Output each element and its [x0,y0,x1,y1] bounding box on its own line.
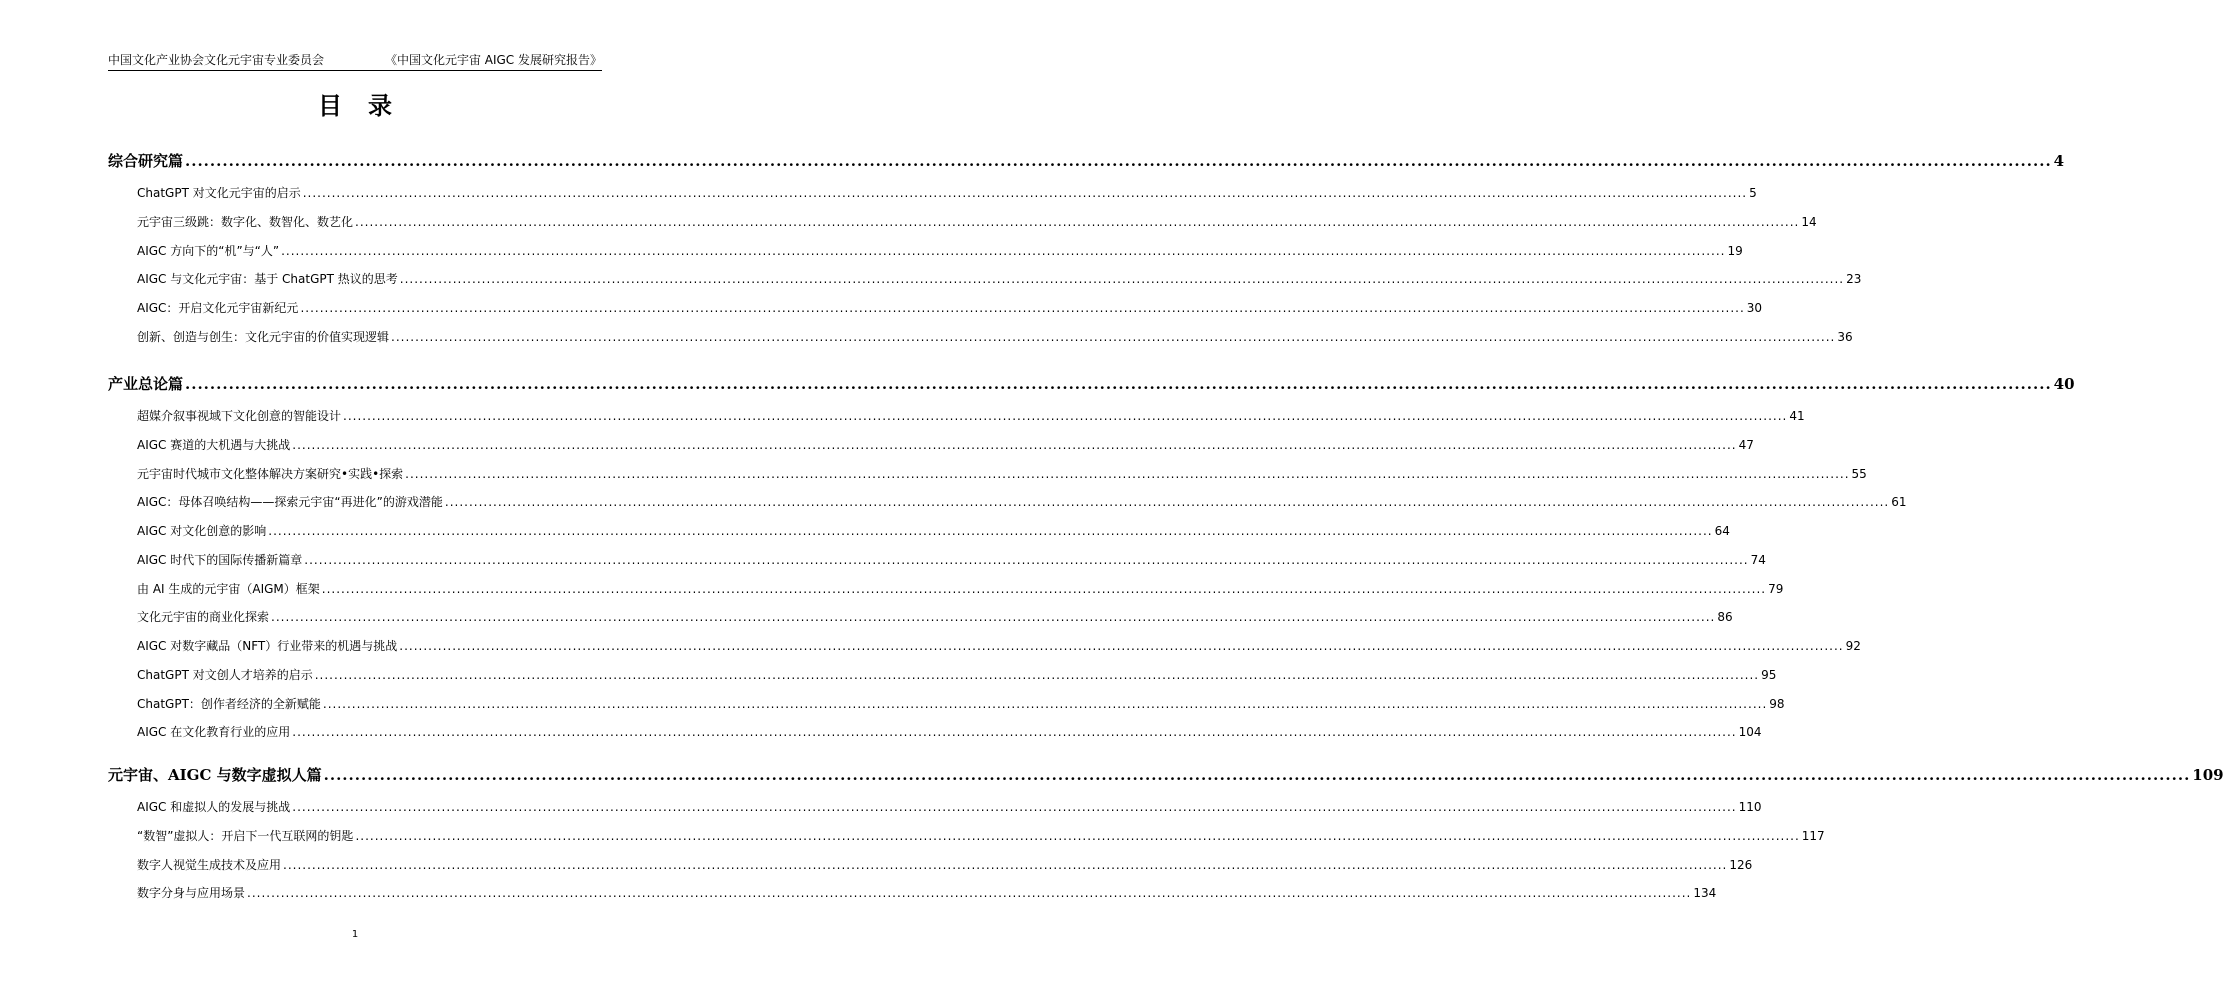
toc-leader-dots: ............................................................................................................................................................................................................................................................................................................ [322,696,1768,711]
toc-entry[interactable] [137,884,1717,901]
toc-entry-page: 61 [1891,495,1907,510]
toc-entry-page: 126 [1729,857,1753,872]
toc-section-title: 产业总论篇 [108,375,184,393]
toc-leader-dots: ............................................................................................................................................................................................................................................................................................................ [292,800,1737,814]
toc-entry[interactable] [137,637,1861,654]
toc-entry-title: AIGC：母体召唤结构——探索元宇宙“再进化”的游戏潜能 [137,495,443,510]
toc-entry-page: 74 [1750,552,1766,567]
page-header [108,52,602,68]
toc-entry[interactable] [137,798,1762,815]
toc-entry-page: 41 [1789,409,1805,423]
toc-entry[interactable] [137,827,1825,844]
page-number: 1 [351,929,359,940]
toc-entry[interactable] [137,270,1862,287]
toc-entry-page: 14 [1801,214,1817,229]
toc-entry-page: 95 [1761,667,1777,682]
toc-leader-dots: ............................................................................................................................................................................................................................................................................................................ [355,828,1800,843]
toc-entry[interactable] [137,242,1743,259]
toc-entry-title: 数字人视觉生成技术及应用 [137,857,282,872]
toc-section-heading[interactable] [108,373,2075,394]
toc-leader-dots: ............................................................................................................................................................................................................................................................................................................ [314,667,1760,682]
toc-entry-title: 创新、创造与创生：文化元宇宙的价值实现逻辑 [137,329,390,344]
toc-leader-dots: ............................................................................................................................................................................................................................................................................................................ [268,524,1713,538]
toc-entry-page: 36 [1837,329,1853,344]
header-left-text: 中国文化产业协会文化元宇宙专业委员会 [108,53,325,67]
toc-entry[interactable] [137,522,1730,539]
toc-section-heading[interactable] [108,150,2065,171]
toc-entry-title: AIGC 方向下的“机”与“人” [137,243,280,258]
toc-leader-dots: ............................................................................................................................................................................................................................................................................................................ [302,186,1748,200]
toc-entry-page: 86 [1717,610,1733,625]
toc-leader-dots: ............................................................................................................................................................................................................................................................................................................ [391,329,1836,344]
toc-entry-title: AIGC 在文化教育行业的应用 [137,725,291,740]
toc-entry-page: 5 [1749,186,1757,200]
toc-leader-dots: ............................................................................................................................................................................................................................................................................................................ [355,214,1800,229]
toc-entry-title: 超媒介叙事视域下文化创意的智能设计 [137,409,342,423]
toc-leader-dots: ............................................................................................................................................................................................................................................................................................................ [292,437,1737,452]
toc-entry-page: 98 [1769,696,1785,711]
toc-title: 目录 [318,91,418,120]
toc-entry[interactable] [137,299,1763,316]
toc-entry-title: AIGC 与文化元宇宙：基于 ChatGPT 热议的思考 [137,272,398,287]
toc-section-page: 4 [2053,152,2065,170]
toc-section-page: 40 [2053,375,2075,393]
toc-entry-page: 134 [1693,886,1717,901]
toc-entry[interactable] [137,407,1805,424]
toc-leader-dots: ............................................................................................................................................................................................................................................................................................................ [444,495,1890,510]
toc-leader-dots: ............................................................................................................................................................................................................................................................................................................ [185,375,2052,393]
toc-entry-title: AIGC 时代下的国际传播新篇章 [137,552,303,567]
toc-entry[interactable] [137,608,1733,625]
toc-leader-dots: ............................................................................................................................................................................................................................................................................................................ [271,610,1716,625]
toc-entry-title: AIGC 对文化创意的影响 [137,524,267,538]
toc-entry-page: 64 [1714,524,1730,538]
toc-entry-page: 30 [1746,301,1763,315]
toc-entry[interactable] [137,493,1907,510]
toc-entry-title: 由 AI 生成的元宇宙（AIGM）框架 [137,581,320,596]
toc-leader-dots: ............................................................................................................................................................................................................................................................................................................ [247,886,1692,901]
toc-entry-page: 19 [1727,243,1743,258]
toc-entry-title: AIGC 赛道的大机遇与大挑战 [137,437,291,452]
toc-entry[interactable] [137,328,1853,345]
toc-entry-page: 23 [1846,272,1862,287]
toc-entry-title: AIGC 和虚拟人的发展与挑战 [137,800,291,814]
toc-entry-title: ChatGPT：创作者经济的全新赋能 [137,696,321,711]
toc-entry-title: 元宇宙三级跳：数字化、数智化、数艺化 [137,214,354,229]
toc-leader-dots: ............................................................................................................................................................................................................................................................................................................ [323,766,2191,784]
toc-entry[interactable] [137,695,1785,712]
toc-entry[interactable] [137,465,1867,482]
toc-entry-page: 79 [1768,581,1784,596]
toc-entry-page: 92 [1845,639,1861,653]
toc-entry[interactable] [137,856,1753,873]
toc-section-page: 109 [2192,766,2224,784]
toc-leader-dots: ............................................................................................................................................................................................................................................................................................................ [300,301,1745,315]
toc-entry[interactable] [137,436,1754,453]
toc-section-heading[interactable] [108,764,2224,785]
toc-leader-dots: ............................................................................................................................................................................................................................................................................................................ [399,272,1845,287]
toc-entry-page: 55 [1851,466,1867,481]
toc-leader-dots: ............................................................................................................................................................................................................................................................................................................ [185,152,2052,170]
toc-entry-title: ChatGPT 对文化元宇宙的启示 [137,186,301,200]
toc-entry-page: 110 [1738,800,1762,814]
toc-entry-page: 117 [1801,828,1825,843]
toc-leader-dots: ............................................................................................................................................................................................................................................................................................................ [321,581,1767,596]
toc-leader-dots: ............................................................................................................................................................................................................................................................................................................ [292,725,1737,740]
toc-entry-title: 数字分身与应用场景 [137,886,246,901]
toc-entry[interactable] [137,580,1784,597]
toc-entry[interactable] [137,184,1757,201]
toc-entry-title: AIGC：开启文化元宇宙新纪元 [137,301,299,315]
toc-leader-dots: ............................................................................................................................................................................................................................................................................................................ [304,552,1749,567]
toc-entry[interactable] [137,666,1777,683]
toc-entry-title: 元宇宙时代城市文化整体解决方案研究•实践•探索 [137,466,404,481]
toc-entry[interactable] [137,213,1817,230]
toc-entry-title: AIGC 对数字藏品（NFT）行业带来的机遇与挑战 [137,639,398,653]
toc-leader-dots: ............................................................................................................................................................................................................................................................................................................ [405,466,1850,481]
header-right-text: 《中国文化元宇宙 AIGC 发展研究报告》 [384,53,602,67]
toc-entry-page: 47 [1738,437,1754,452]
toc-leader-dots: ............................................................................................................................................................................................................................................................................................................ [399,639,1844,653]
toc-leader-dots: ............................................................................................................................................................................................................................................................................................................ [343,409,1788,423]
toc-leader-dots: ............................................................................................................................................................................................................................................................................................................ [281,243,1726,258]
toc-leader-dots: ............................................................................................................................................................................................................................................................................................................ [283,857,1728,872]
toc-entry[interactable] [137,551,1766,568]
toc-entry[interactable] [137,723,1762,740]
toc-entry-title: ChatGPT 对文创人才培养的启示 [137,667,313,682]
toc-entry-title: “数智”虚拟人：开启下一代互联网的钥匙 [137,828,354,843]
toc-entry-page: 104 [1738,725,1762,740]
toc-entry-title: 文化元宇宙的商业化探索 [137,610,270,625]
toc-section-title: 元宇宙、AIGC 与数字虚拟人篇 [108,766,322,784]
header-rule [108,70,602,71]
toc-section-title: 综合研究篇 [108,152,184,170]
